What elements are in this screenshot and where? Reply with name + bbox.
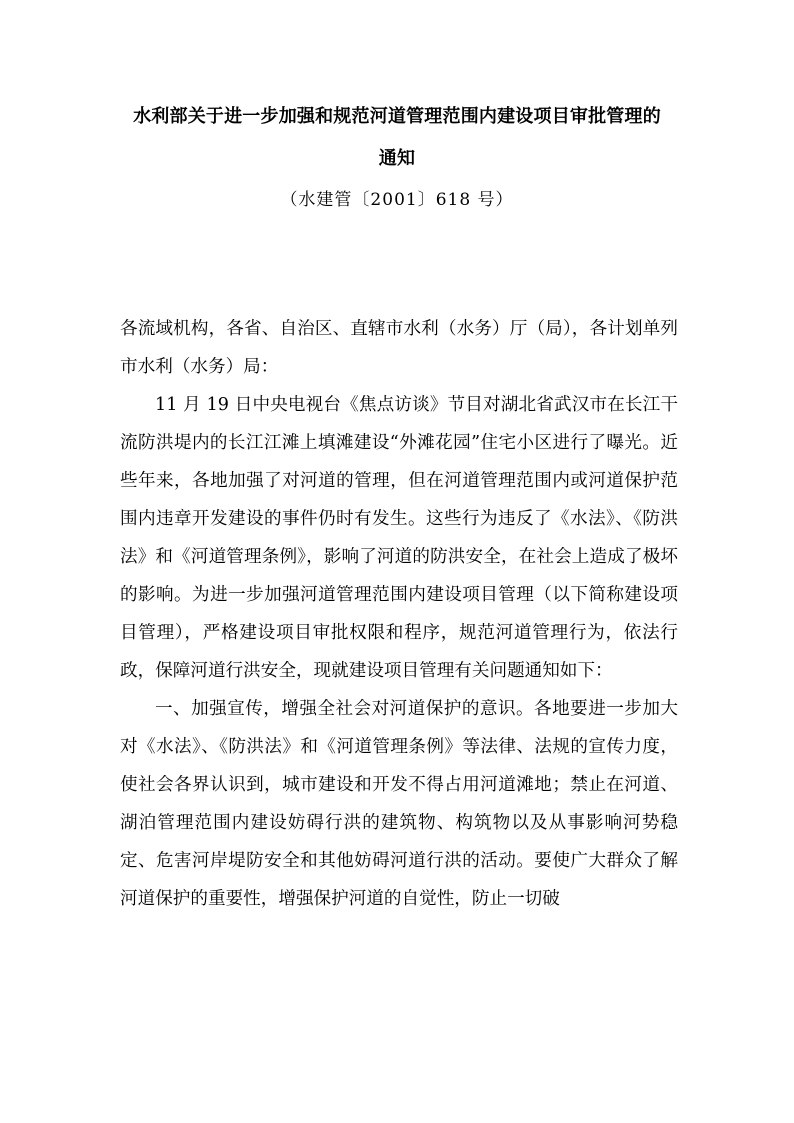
document-title-line-2: 通知 [378, 148, 416, 169]
document-body [120, 310, 678, 918]
body-paragraph-2: 一、加强宣传，增强全社会对河道保护的意识。各地要进一步加大对《水法》、《防洪法》和《河道管理条例》等法律、法规的宣传力度，使社会各界认识到，城市建设和开发不得占用河道滩地；禁止在河道、湖泊管理范围内建设妨碍行洪的建筑物、构筑物以及从事影响河势稳定、危害河岸堤防安全和其他妨碍河道行洪的活动。要使广大群众了解河道保护的重要性，增强保护河道的自觉性，防止一切破 [120, 699, 678, 909]
document-number: （水建管〔2001〕618 号） [280, 190, 514, 210]
document-title-line-1: 水利部关于进一步加强和规范河道管理范围内建设项目审批管理的 [133, 106, 661, 127]
body-paragraph-1: 11 月 19 日中央电视台《焦点访谈》节目对湖北省武汉市在长江干流防洪堤内的长江江滩上填滩建设“外滩花园”住宅小区进行了曝光。近些年来，各地加强了对河道的管理，但在河道管理范围内或河道保护范围内违章开发建设的事件仍时有发生。这些行为违反了《水法》、《防洪法》和《河道管理条例》，影响了河道的防洪安全，在社会上造成了极坏的影响。为进一步加强河道管理范围内建设项目管理（以下简称建设项目管理），严格建设项目审批权限和程序，规范河道管理行为，依法行政，保障河道行洪安全，现就建设项目管理有关问题通知如下： [120, 395, 678, 681]
addressee-paragraph: 各流域机构，各省、自治区、直辖市水利（水务）厅（局），各计划单列市水利（水务）局： [120, 319, 678, 377]
